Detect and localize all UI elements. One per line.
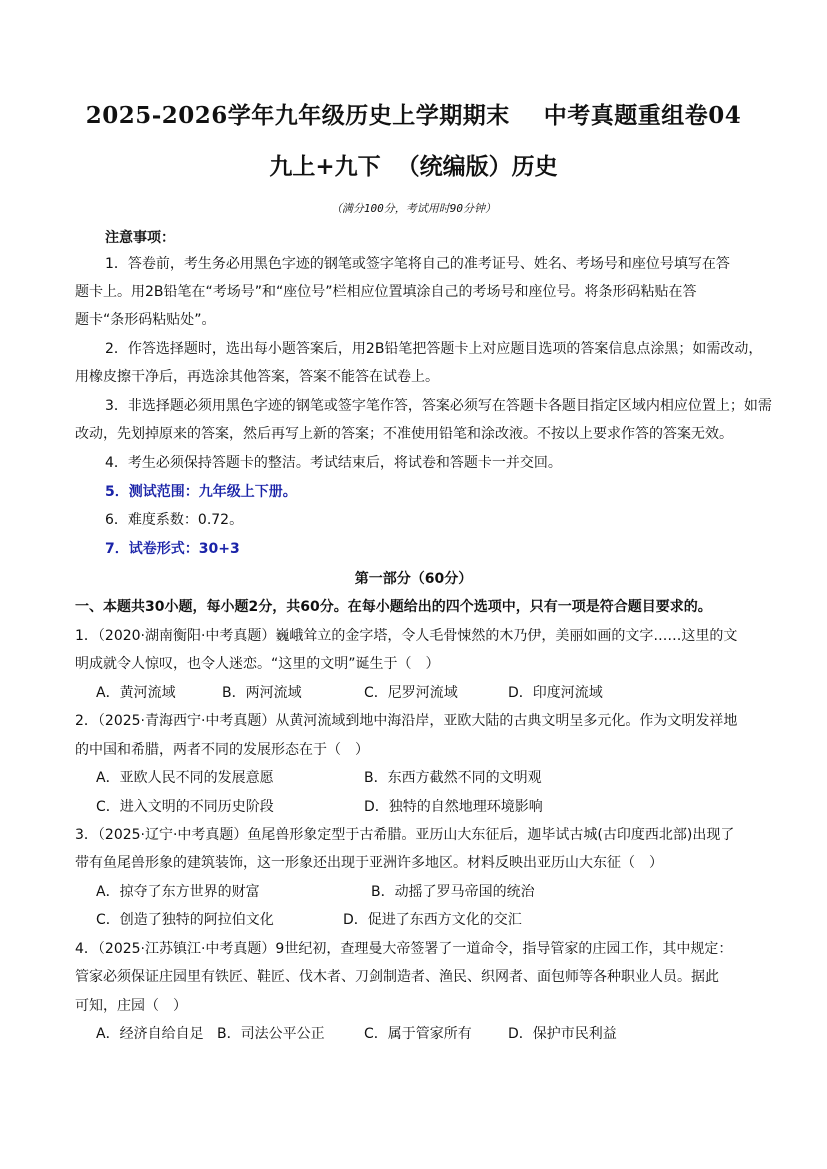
question-4-stem-cont: 管家必须保证庄园里有铁匠、鞋匠、伐木者、刀剑制造者、渔民、织网者、面包师等各种职业人员。据此 — [75, 969, 719, 985]
notice-item-7: 7．试卷形式：30+3 — [105, 541, 240, 557]
question-4-option-d: D．保护市民利益 — [508, 1026, 617, 1042]
question-1-option-d: D．印度河流域 — [508, 685, 603, 701]
question-4-option-c: C．属于管家所有 — [364, 1026, 472, 1042]
section-title: 第一部分（60分） — [354, 571, 473, 587]
question-3-option-d: D．促进了东西方文化的交汇 — [343, 912, 522, 928]
question-3-option-b: B．动摇了罗马帝国的统治 — [371, 884, 535, 900]
notice-item-2: 2．作答选择题时，选出每小题答案后，用2B铅笔把答题卡上对应题目选项的答案信息点涂黑；如需改动， — [105, 341, 763, 357]
question-4-option-a: A．经济自给自足 — [96, 1026, 204, 1042]
question-4-stem-cont: 可知，庄园（ ） — [75, 998, 187, 1014]
exam-title: 2025-2026学年九年级历史上学期期末 中考真题重组卷04 — [85, 102, 742, 129]
notice-item-3: 3．非选择题必须用黑色字迹的钢笔或签字笔作答，答案必须写在答题卡各题目指定区域内相应位置上；如需 — [105, 398, 772, 414]
question-2-option-d: D．独特的自然地理环境影响 — [364, 799, 543, 815]
question-1-option-b: B．两河流域 — [222, 685, 302, 701]
question-1-stem: 1．（2020·湖南衡阳·中考真题）巍峨耸立的金字塔，令人毛骨悚然的木乃伊，美丽如画的文字……这里的文 — [75, 628, 738, 644]
notice-item-1: 1．答卷前，考生务必用黑色字迹的钢笔或签字笔将自己的准考证号、姓名、考场号和座位号填写在答 — [105, 256, 730, 272]
question-1-option-a: A．黄河流域 — [96, 685, 176, 701]
notice-item-2-cont: 用橡皮擦干净后，再选涂其他答案，答案不能答在试卷上。 — [75, 369, 439, 385]
question-2-option-b: B．东西方截然不同的文明观 — [364, 770, 542, 786]
exam-meta: （满分100分，考试用时90分钟） — [330, 202, 497, 215]
notice-item-3-cont: 改动，先划掉原来的答案，然后再写上新的答案；不准使用铅笔和涂改液。不按以上要求作答的答案无效。 — [75, 426, 733, 442]
question-2-option-c: C．进入文明的不同历史阶段 — [96, 799, 274, 815]
notice-item-5: 5．测试范围：九年级上下册。 — [105, 484, 297, 500]
question-3-option-c: C．创造了独特的阿拉伯文化 — [96, 912, 274, 928]
question-4-stem: 4．（2025·江苏镇江·中考真题）9世纪初，查理曼大帝签署了一道命令，指导管家的庄园工作，其中规定： — [75, 941, 733, 957]
exam-subtitle: 九上+九下 （统编版）历史 — [269, 153, 558, 180]
question-3-option-a: A．掠夺了东方世界的财富 — [96, 884, 260, 900]
notice-item-1-cont: 题卡上。用2B铅笔在“考场号”和“座位号”栏相应位置填涂自己的考场号和座位号。将条形码粘贴在答 — [75, 284, 697, 300]
question-1-option-c: C．尼罗河流域 — [364, 685, 458, 701]
notice-item-6: 6．难度系数：0.72。 — [105, 512, 244, 528]
notice-item-4: 4．考生必须保持答题卡的整洁。考试结束后，将试卷和答题卡一并交回。 — [105, 455, 562, 471]
section-instruction: 一、本题共30小题，每小题2分，共60分。在每小题给出的四个选项中，只有一项是符合题目要求的。 — [75, 599, 712, 615]
question-3-stem-cont: 带有鱼尾兽形象的建筑装饰，这一形象还出现于亚洲许多地区。材料反映出亚历山大东征（ ） — [75, 855, 663, 871]
question-1-stem-cont: 明成就令人惊叹，也令人迷恋。“这里的文明”诞生于（ ） — [75, 656, 440, 672]
question-2-option-a: A．亚欧人民不同的发展意愿 — [96, 770, 274, 786]
question-4-option-b: B．司法公平公正 — [217, 1026, 325, 1042]
question-2-stem: 2．（2025·青海西宁·中考真题）从黄河流域到地中海沿岸，亚欧大陆的古典文明呈多元化。作为文明发祥地 — [75, 713, 738, 729]
question-2-stem-cont: 的中国和希腊，两者不同的发展形态在于（ ） — [75, 742, 369, 758]
question-3-stem: 3．（2025·辽宁·中考真题）鱼尾兽形象定型于古希腊。亚历山大东征后，迦毕试古城(古印度西北部)出现了 — [75, 827, 735, 843]
notice-heading: 注意事项： — [105, 230, 175, 246]
notice-item-1-cont: 题卡“条形码粘贴处”。 — [75, 312, 216, 328]
